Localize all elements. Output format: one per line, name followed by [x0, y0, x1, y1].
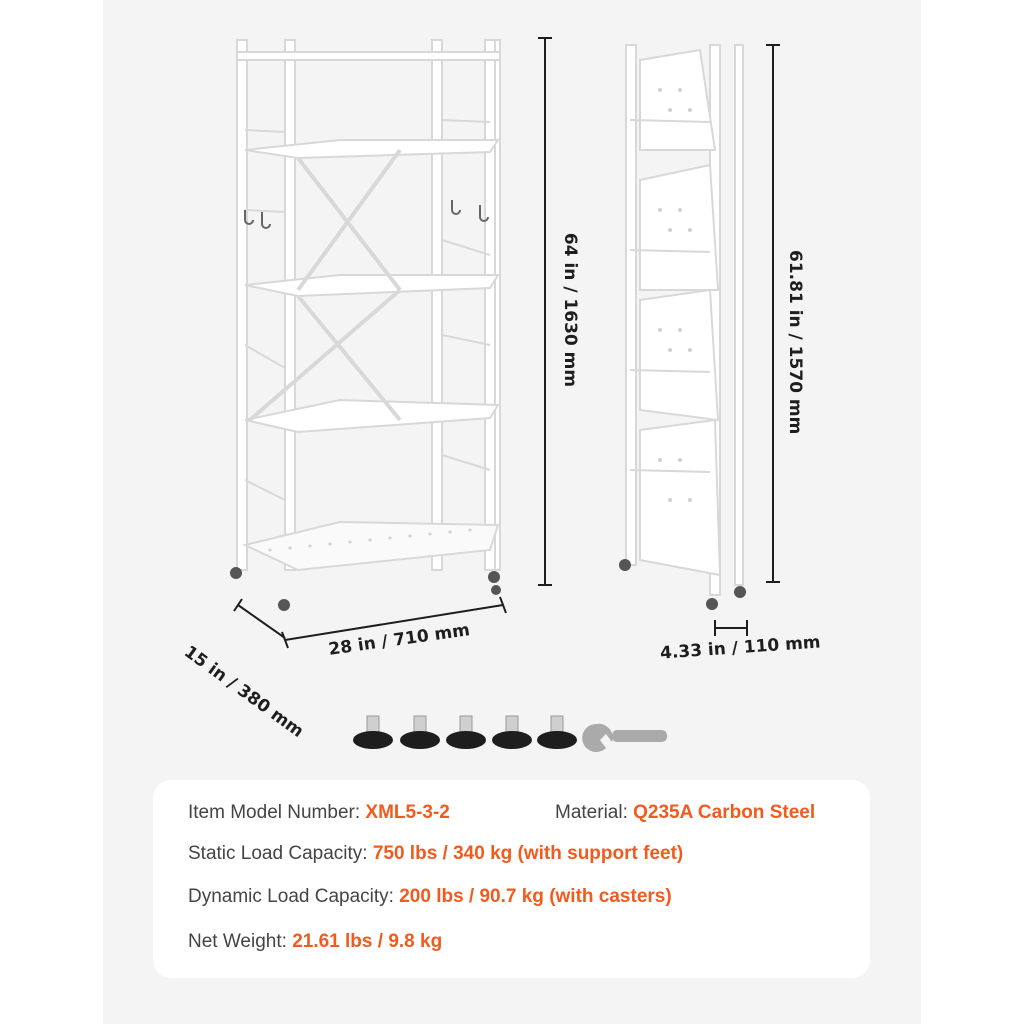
material-row — [555, 802, 815, 824]
net-weight-label: Net Weight: — [188, 931, 287, 952]
spec-card — [153, 780, 870, 978]
height-folded-label: 61.81 in / 1570 mm — [785, 250, 805, 435]
width-label: 28 in / 710 mm — [327, 620, 472, 660]
depth-label: 15 in / 380 mm — [180, 642, 308, 742]
dynamic-load-value: 200 lbs / 90.7 kg (with casters) — [399, 886, 672, 907]
support-feet — [353, 716, 577, 749]
dynamic-load-row — [188, 886, 672, 908]
net-weight-value: 21.61 lbs / 9.8 kg — [292, 931, 443, 952]
model-number-label: Item Model Number: — [188, 802, 361, 823]
dynamic-load-label: Dynamic Load Capacity: — [188, 886, 394, 907]
static-load-row — [188, 843, 683, 865]
static-load-value: 750 lbs / 340 kg (with support feet) — [372, 843, 684, 864]
static-load-label: Static Load Capacity: — [188, 843, 368, 864]
net-weight-row — [188, 931, 442, 953]
material-value: Q235A Carbon Steel — [633, 802, 816, 823]
folded-thickness-label: 4.33 in / 110 mm — [659, 632, 822, 664]
height-open-label: 64 in / 1630 mm — [560, 232, 580, 388]
material-label: Material: — [555, 802, 628, 823]
wrench-icon — [582, 724, 667, 752]
model-number-value: XML5-3-2 — [365, 802, 450, 823]
model-number-row — [188, 802, 450, 824]
